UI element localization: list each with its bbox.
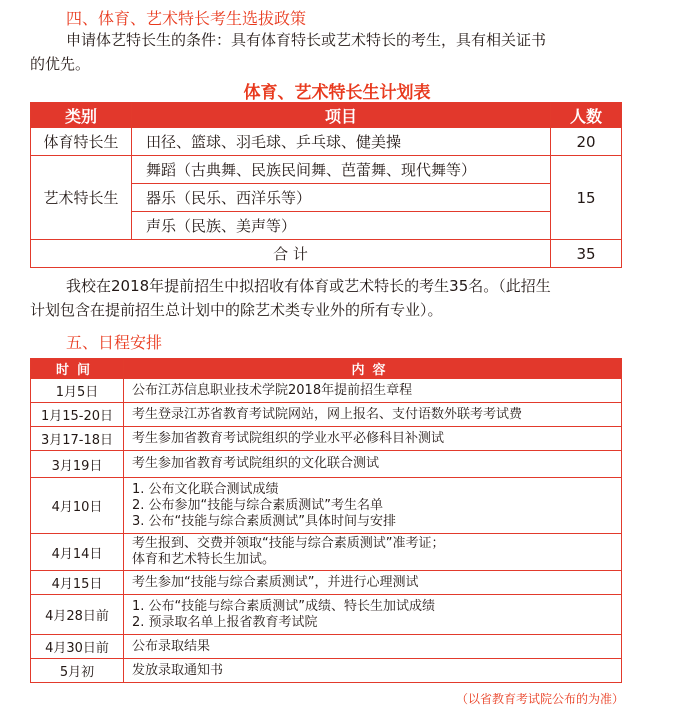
schedule-row xyxy=(31,635,622,659)
arts-count: 15 xyxy=(551,156,622,240)
section5-heading: 五、日程安排 xyxy=(66,333,163,352)
plan-table xyxy=(30,102,622,268)
section4-paragraph-line1: 申请体艺特长生的条件：具有体育特长或艺术特长的考生，具有相关证书 xyxy=(66,31,547,49)
section4-heading: 四、体育、艺术特长考生选拔政策 xyxy=(66,9,307,28)
plan-row-sports xyxy=(31,128,622,156)
header-category: 类别 xyxy=(31,103,132,128)
arts-item-dance: 舞蹈（古典舞、民族民间舞、芭蕾舞、现代舞等） xyxy=(132,156,551,184)
schedule-content xyxy=(124,478,622,534)
schedule-date: 1月5日 xyxy=(31,379,124,403)
arts-item-vocal: 声乐（民族、美声等） xyxy=(132,212,551,240)
schedule-row xyxy=(31,571,622,595)
schedule-content xyxy=(124,379,622,403)
schedule-content-line: 考生参加省教育考试院组织的文化联合测试 xyxy=(132,456,380,471)
schedule-date: 4月10日 xyxy=(31,478,124,534)
schedule-content-line: 考生登录江苏省教育考试院网站，网上报名、支付语数外联考考试费 xyxy=(132,406,523,422)
schedule-row xyxy=(31,595,622,635)
schedule-content xyxy=(124,635,622,659)
schedule-content xyxy=(124,534,622,571)
schedule-content-line: 考生报到、交费并领取“技能与综合素质测试”准考证； xyxy=(132,536,445,551)
schedule-date: 4月15日 xyxy=(31,571,124,595)
schedule-content xyxy=(124,403,622,427)
schedule-date: 4月28日前 xyxy=(31,595,124,635)
schedule-content-line: 2. 公布参加“技能与综合素质测试”考生名单 xyxy=(132,497,384,513)
schedule-content-line: 3. 公布“技能与综合素质测试”具体时间与安排 xyxy=(132,513,397,529)
plan-row-total xyxy=(31,240,622,268)
schedule-content-line: 1. 公布“技能与综合素质测试”成绩、特长生加试成绩 xyxy=(132,598,436,614)
schedule-row xyxy=(31,451,622,478)
schedule-content-line: 发放录取通知书 xyxy=(132,662,224,678)
schedule-table xyxy=(30,358,622,683)
header-content: 内容 xyxy=(124,359,622,379)
plan-table-header-row xyxy=(31,103,622,128)
total-label: 合 计 xyxy=(31,240,551,268)
schedule-row xyxy=(31,534,622,571)
arts-category: 艺术特长生 xyxy=(31,156,132,240)
plan-row-arts xyxy=(31,156,622,184)
sports-items: 田径、篮球、羽毛球、乒乓球、健美操 xyxy=(132,128,551,156)
plan-table-title: 体育、艺术特长生计划表 xyxy=(243,83,431,103)
schedule-content xyxy=(124,659,622,683)
schedule-content-line: 2. 预录取名单上报省教育考试院 xyxy=(132,614,318,630)
schedule-content-line: 体育和艺术特长生加试。 xyxy=(132,552,276,567)
schedule-date: 1月15-20日 xyxy=(31,403,124,427)
schedule-content xyxy=(124,595,622,635)
header-time: 时间 xyxy=(31,359,124,379)
section4-paragraph-line2: 的优先。 xyxy=(30,55,91,73)
schedule-date: 4月14日 xyxy=(31,534,124,571)
header-items: 项目 xyxy=(132,103,551,128)
header-count: 人数 xyxy=(551,103,622,128)
schedule-date: 3月19日 xyxy=(31,451,124,478)
schedule-content xyxy=(124,427,622,451)
schedule-header-row xyxy=(31,359,622,379)
schedule-content-line: 考生参加省教育考试院组织的学业水平必修科目补测试 xyxy=(132,430,445,446)
schedule-row xyxy=(31,427,622,451)
schedule-footnote: （以省教育考试院公布的为准） xyxy=(455,692,624,706)
sports-category: 体育特长生 xyxy=(31,128,132,156)
arts-item-instrumental: 器乐（民乐、西洋乐等） xyxy=(132,184,551,212)
schedule-row xyxy=(31,478,622,534)
schedule-date: 5月初 xyxy=(31,659,124,683)
schedule-content-line: 公布录取结果 xyxy=(132,638,211,654)
enroll-note-line1: 我校在2018年提前招生中拟招收有体育或艺术特长的考生35名。（此招生 xyxy=(66,277,551,295)
schedule-content-line: 公布江苏信息职业技术学院2018年提前招生章程 xyxy=(132,382,413,398)
enroll-note-line2: 计划包含在提前招生总计划中的除艺术类专业外的所有专业）。 xyxy=(30,301,443,319)
sports-count: 20 xyxy=(551,128,622,156)
schedule-content-line: 考生参加“技能与综合素质测试”，并进行心理测试 xyxy=(132,574,419,590)
schedule-row xyxy=(31,379,622,403)
schedule-row xyxy=(31,403,622,427)
schedule-date: 4月30日前 xyxy=(31,635,124,659)
schedule-content xyxy=(124,451,622,478)
schedule-date: 3月17-18日 xyxy=(31,427,124,451)
schedule-row xyxy=(31,659,622,683)
total-count: 35 xyxy=(551,240,622,268)
schedule-content xyxy=(124,571,622,595)
schedule-content-line: 1. 公布文化联合测试成绩 xyxy=(132,481,279,497)
